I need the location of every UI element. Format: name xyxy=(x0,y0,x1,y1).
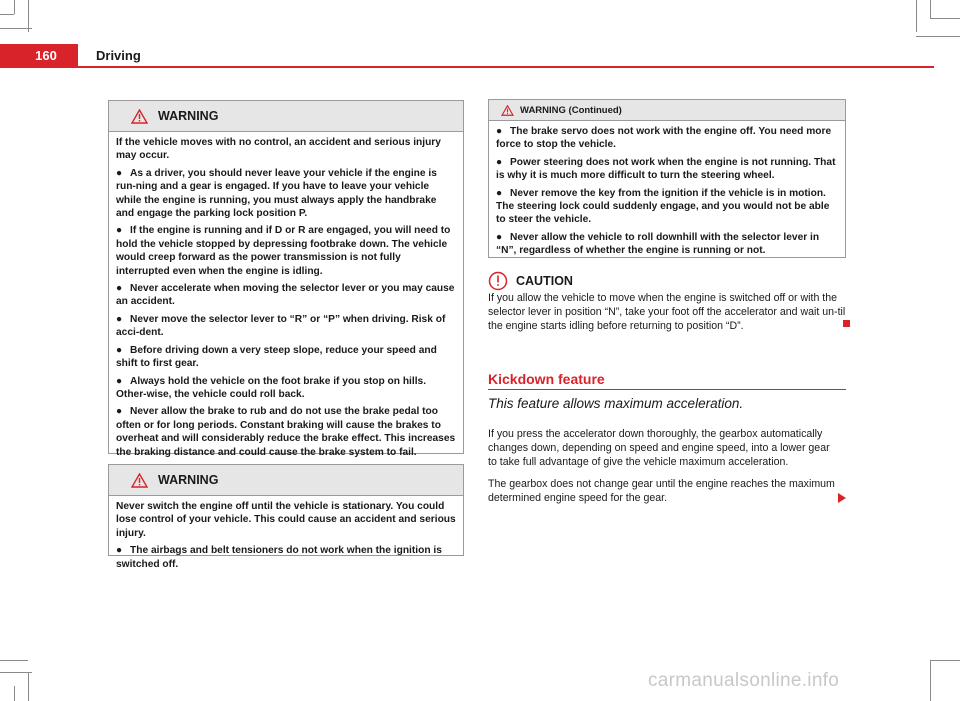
bullet: ● xyxy=(116,406,123,418)
section-title: Driving xyxy=(96,48,141,63)
section-end-marker xyxy=(843,320,850,327)
bullet: ● xyxy=(496,156,503,168)
warning-triangle-icon xyxy=(501,105,514,116)
crop-mark xyxy=(930,18,960,19)
warning-intro: If the vehicle moves with no control, an accident and serious injury may occur. xyxy=(116,137,441,162)
list-item-text: Never accelerate when moving the selector lever or you may cause an accident. xyxy=(116,283,455,308)
bullet: ● xyxy=(116,313,123,325)
kickdown-title: Kickdown feature xyxy=(488,371,605,387)
bullet: ● xyxy=(116,545,123,557)
bullet: ● xyxy=(116,283,123,295)
kickdown-subtitle: This feature allows maximum acceleration. xyxy=(488,396,744,411)
warning-body xyxy=(109,496,463,571)
list-item xyxy=(116,375,456,402)
warning-triangle-icon xyxy=(131,109,148,124)
warning-box xyxy=(108,100,464,458)
warning-title: WARNING xyxy=(158,109,219,123)
list-item xyxy=(116,224,456,278)
list-item xyxy=(116,167,456,221)
list-item-text: Always hold the vehicle on the foot brake if you stop on hills. Other-wise, the vehicle could roll back. xyxy=(116,375,427,400)
list-item-text: Never move the selector lever to “R” or “P” when driving. Risk of acci-dent. xyxy=(116,313,446,339)
crop-mark xyxy=(28,672,29,701)
crop-mark xyxy=(930,660,960,661)
caution-title: CAUTION xyxy=(516,274,573,288)
kickdown-paragraph-2: The gearbox does not change gear until the engine reaches the maximum determined engine speed for the gear. xyxy=(488,478,835,504)
warning-header xyxy=(489,100,845,121)
caution-text: If you allow the vehicle to move when the engine is switched off or with the selector lever in position “N”, take your foot off the accelerator and wait un-til the engine starts idling before returning to position “D”. xyxy=(488,292,846,332)
page-number: 160 xyxy=(0,44,78,66)
caution-icon xyxy=(488,271,508,291)
warning-title: WARNING xyxy=(158,473,219,487)
crop-mark xyxy=(0,660,28,661)
list-item xyxy=(496,156,838,183)
kickdown-rule xyxy=(488,389,846,390)
crop-mark xyxy=(916,36,960,37)
bullet: ● xyxy=(116,225,123,237)
bullet: ● xyxy=(116,375,123,387)
bullet: ● xyxy=(116,167,123,179)
list-item-text: Never allow the vehicle to roll downhill with the selector lever in “N”, regardless of whether the engine is running or not. xyxy=(496,231,820,257)
list-item-text: Power steering does not work when the engine is not running. That is why it is much more difficult to turn the steering wheel. xyxy=(496,156,836,182)
list-item xyxy=(116,313,456,340)
warning-triangle-icon xyxy=(131,473,148,488)
list-item-text: As a driver, you should never leave your vehicle if the engine is run-ning and a gear is engaged. If you have to leave your vehicle while the engine is running, you must always apply the handbrake and engage the parking lock position P. xyxy=(116,167,437,220)
warning-header xyxy=(109,101,463,132)
crop-mark xyxy=(930,660,931,701)
header-rule xyxy=(0,66,934,68)
list-item xyxy=(496,231,838,258)
warning-body xyxy=(489,121,845,258)
bullet: ● xyxy=(496,187,503,199)
bullet: ● xyxy=(116,344,123,356)
warning-box-continued xyxy=(488,99,846,258)
warning-body xyxy=(109,132,463,459)
list-item-text: Never remove the key from the ignition if the vehicle is in motion. The steering lock could suddenly engage, and you would not be able to steer the vehicle. xyxy=(496,187,830,226)
list-item-text: Never allow the brake to rub and do not use the brake pedal too often or for long periods. Constant braking will cause the brakes to overheat and will considerably reduce the brake effect. This increases the braking distance and could cause the brake system to fail. xyxy=(116,406,456,458)
crop-mark xyxy=(0,14,14,15)
caution-header xyxy=(488,271,573,291)
continue-arrow-icon xyxy=(838,493,846,503)
bullet: ● xyxy=(496,231,503,243)
list-item-text: The airbags and belt tensioners do not work when the ignition is switched off. xyxy=(116,545,442,570)
list-item xyxy=(496,187,838,227)
watermark: carmanualsonline.info xyxy=(648,670,840,691)
bullet: ● xyxy=(496,126,503,137)
crop-mark xyxy=(916,0,917,32)
list-item xyxy=(116,344,456,371)
crop-mark xyxy=(14,686,15,701)
kickdown-paragraph-1: If you press the accelerator down thoroughly, the gearbox automatically changes down, depending on speed and engine speed, into a lower gear to take full advantage of give the vehicle maximum acceleration. xyxy=(488,428,830,468)
list-item-text: If the engine is running and if D or R are engaged, you will need to hold the vehicle stopped by depressing footbrake down. The vehicle would creep forward as the power transmission is not fully interrupted even when the engine is idling. xyxy=(116,225,451,277)
warning-header xyxy=(109,465,463,496)
crop-mark xyxy=(930,0,931,18)
crop-mark xyxy=(0,28,32,29)
warning-title: WARNING (Continued) xyxy=(520,104,622,116)
list-item xyxy=(116,544,456,571)
list-item xyxy=(496,125,838,152)
list-item-text: The brake servo does not work with the engine off. You need more force to stop the vehicle. xyxy=(496,126,832,151)
list-item-text: Before driving down a very steep slope, reduce your speed and shift to first gear. xyxy=(116,344,437,370)
list-item xyxy=(116,282,456,309)
list-item xyxy=(116,405,456,459)
warning-intro: Never switch the engine off until the vehicle is stationary. You could lose control of your vehicle. This could cause an accident and serious injury. xyxy=(116,501,456,539)
crop-mark xyxy=(14,0,15,14)
warning-box xyxy=(108,464,464,570)
